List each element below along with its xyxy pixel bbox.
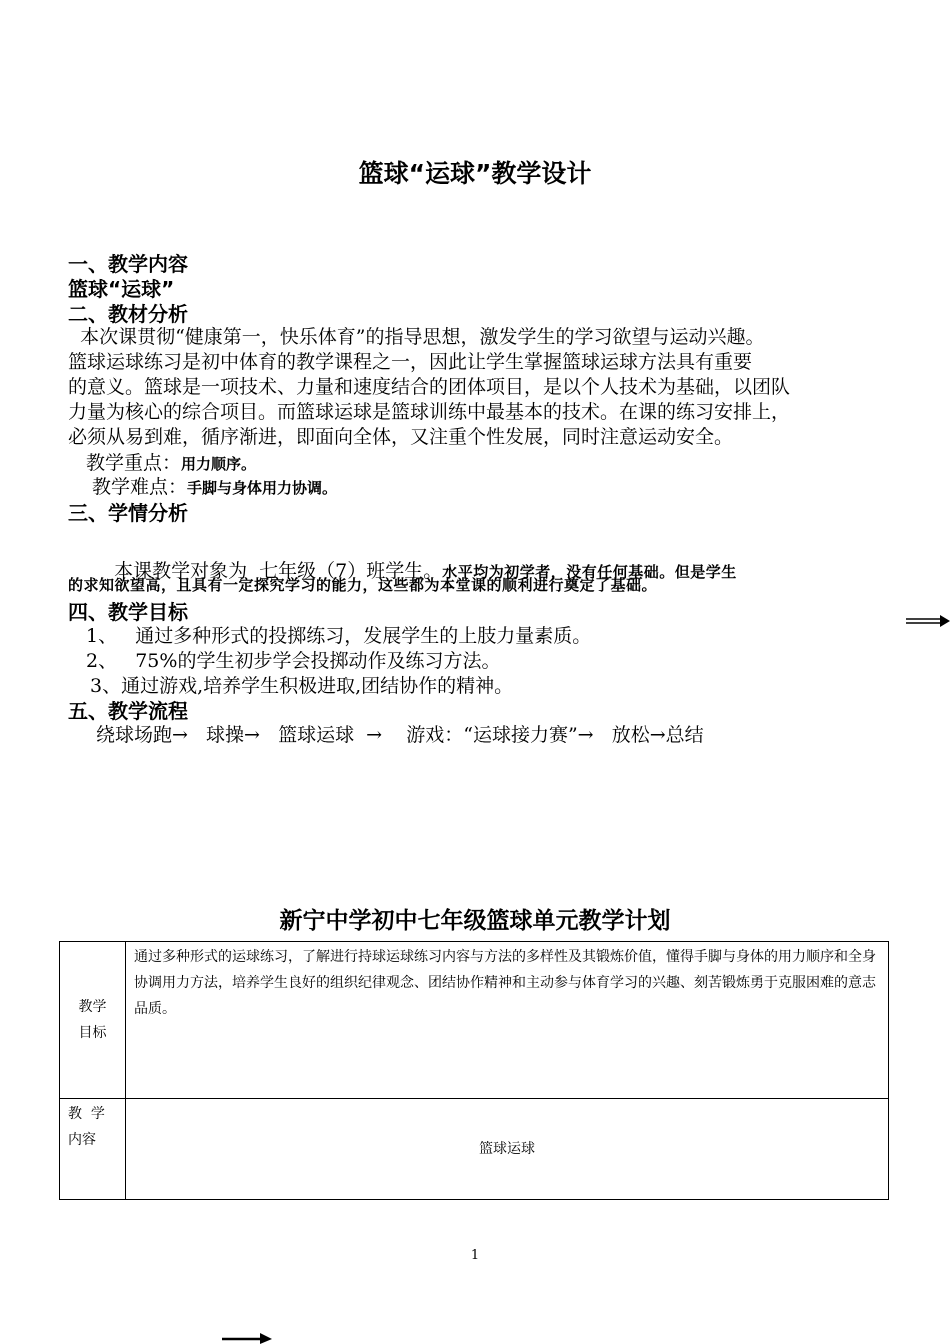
content-value: 篮球运球 [479,1140,535,1157]
page-title: 篮球“运球”教学设计 [358,159,592,188]
goal-label: 教学 目标 [78,999,107,1041]
section-1-heading: 一、教学内容 [68,252,188,276]
analysis-line-1: 本次课贯彻“健康第一，快乐体育”的指导思想，激发学生的学习欲望与运动兴趣。 [68,326,765,348]
goal-value: 通过多种形式的运球练习，了解进行持球运球练习内容与方法的多样性及其锻炼价值，懂得手脚与身体的用力顺序和全身协调用力方法，培养学生良好的组织纪律观念、团结协作精神和主动参与体育学习的兴趣、刻苦锻炼勇于克服困难的意志品质。 [134,949,876,1017]
content-label: 教 学 内容 [68,1106,105,1148]
arrow-right-icon [222,1330,272,1344]
difficulty-value: 手脚与身体用力协调。 [187,479,338,497]
plan-table [59,941,889,1200]
section-1-content: 篮球“运球” [68,277,175,301]
student-analysis-line-2: 的求知欲望高，且具有一定探究学习的能力，这些都为本堂课的顺利进行奠定了基础。 [68,576,658,594]
analysis-line-2: 篮球运球练习是初中体育的教学课程之一，因此让学生掌握篮球运球方法具有重要 [68,351,753,373]
analysis-line-3: 的意义。篮球是一项技术、力量和速度结合的团体项目，是以个人技术为基础，以团队 [68,376,791,398]
arrow-right-icon [906,614,950,628]
content-value-cell [126,1099,889,1200]
goal-item-3: 3、通过游戏,培养学生积极进取,团结协作的精神。 [90,675,514,697]
goal-value-cell [126,942,889,1099]
teaching-flow: 绕球场跑→ 球操→ 篮球运球 → 游戏：“运球接力赛”→ 放松→总结 [96,724,704,746]
key-point-label: 教学重点： [86,452,182,474]
goal-item-1: 1、 通过多种形式的投掷练习，发展学生的上肢力量素质。 [86,625,592,647]
analysis-line-5: 必须从易到难，循序渐进，即面向全体，又注重个性发展，同时注意运动安全。 [68,426,734,448]
page-number: 1 [470,1248,480,1263]
section-2-heading: 二、教材分析 [68,302,188,326]
table-row [60,1099,889,1200]
section-4-heading: 四、教学目标 [68,600,188,624]
key-point [86,448,256,475]
section-3-heading: 三、学情分析 [68,501,188,525]
student-analysis-suffix: 水平均为初学者，没有任何基础。但是学生 [442,563,737,581]
difficulty-label: 教学难点： [92,476,188,498]
table-row [60,942,889,1099]
difficulty-point [92,472,337,499]
analysis-line-4: 力量为核心的综合项目。而篮球运球是篮球训练中最基本的技术。在课的练习安排上， [68,401,791,423]
goal-item-2: 2、 75%的学生初步学会投掷动作及练习方法。 [86,650,501,672]
content-label-cell [60,1099,126,1200]
goal-label-cell [60,942,126,1099]
plan-title: 新宁中学初中七年级篮球单元教学计划 [279,908,671,934]
section-5-heading: 五、教学流程 [68,699,188,723]
key-point-value: 用力顺序。 [181,455,257,473]
student-analysis-prefix: 本课教学对象为 七年级（7）班学生。 [114,560,443,582]
